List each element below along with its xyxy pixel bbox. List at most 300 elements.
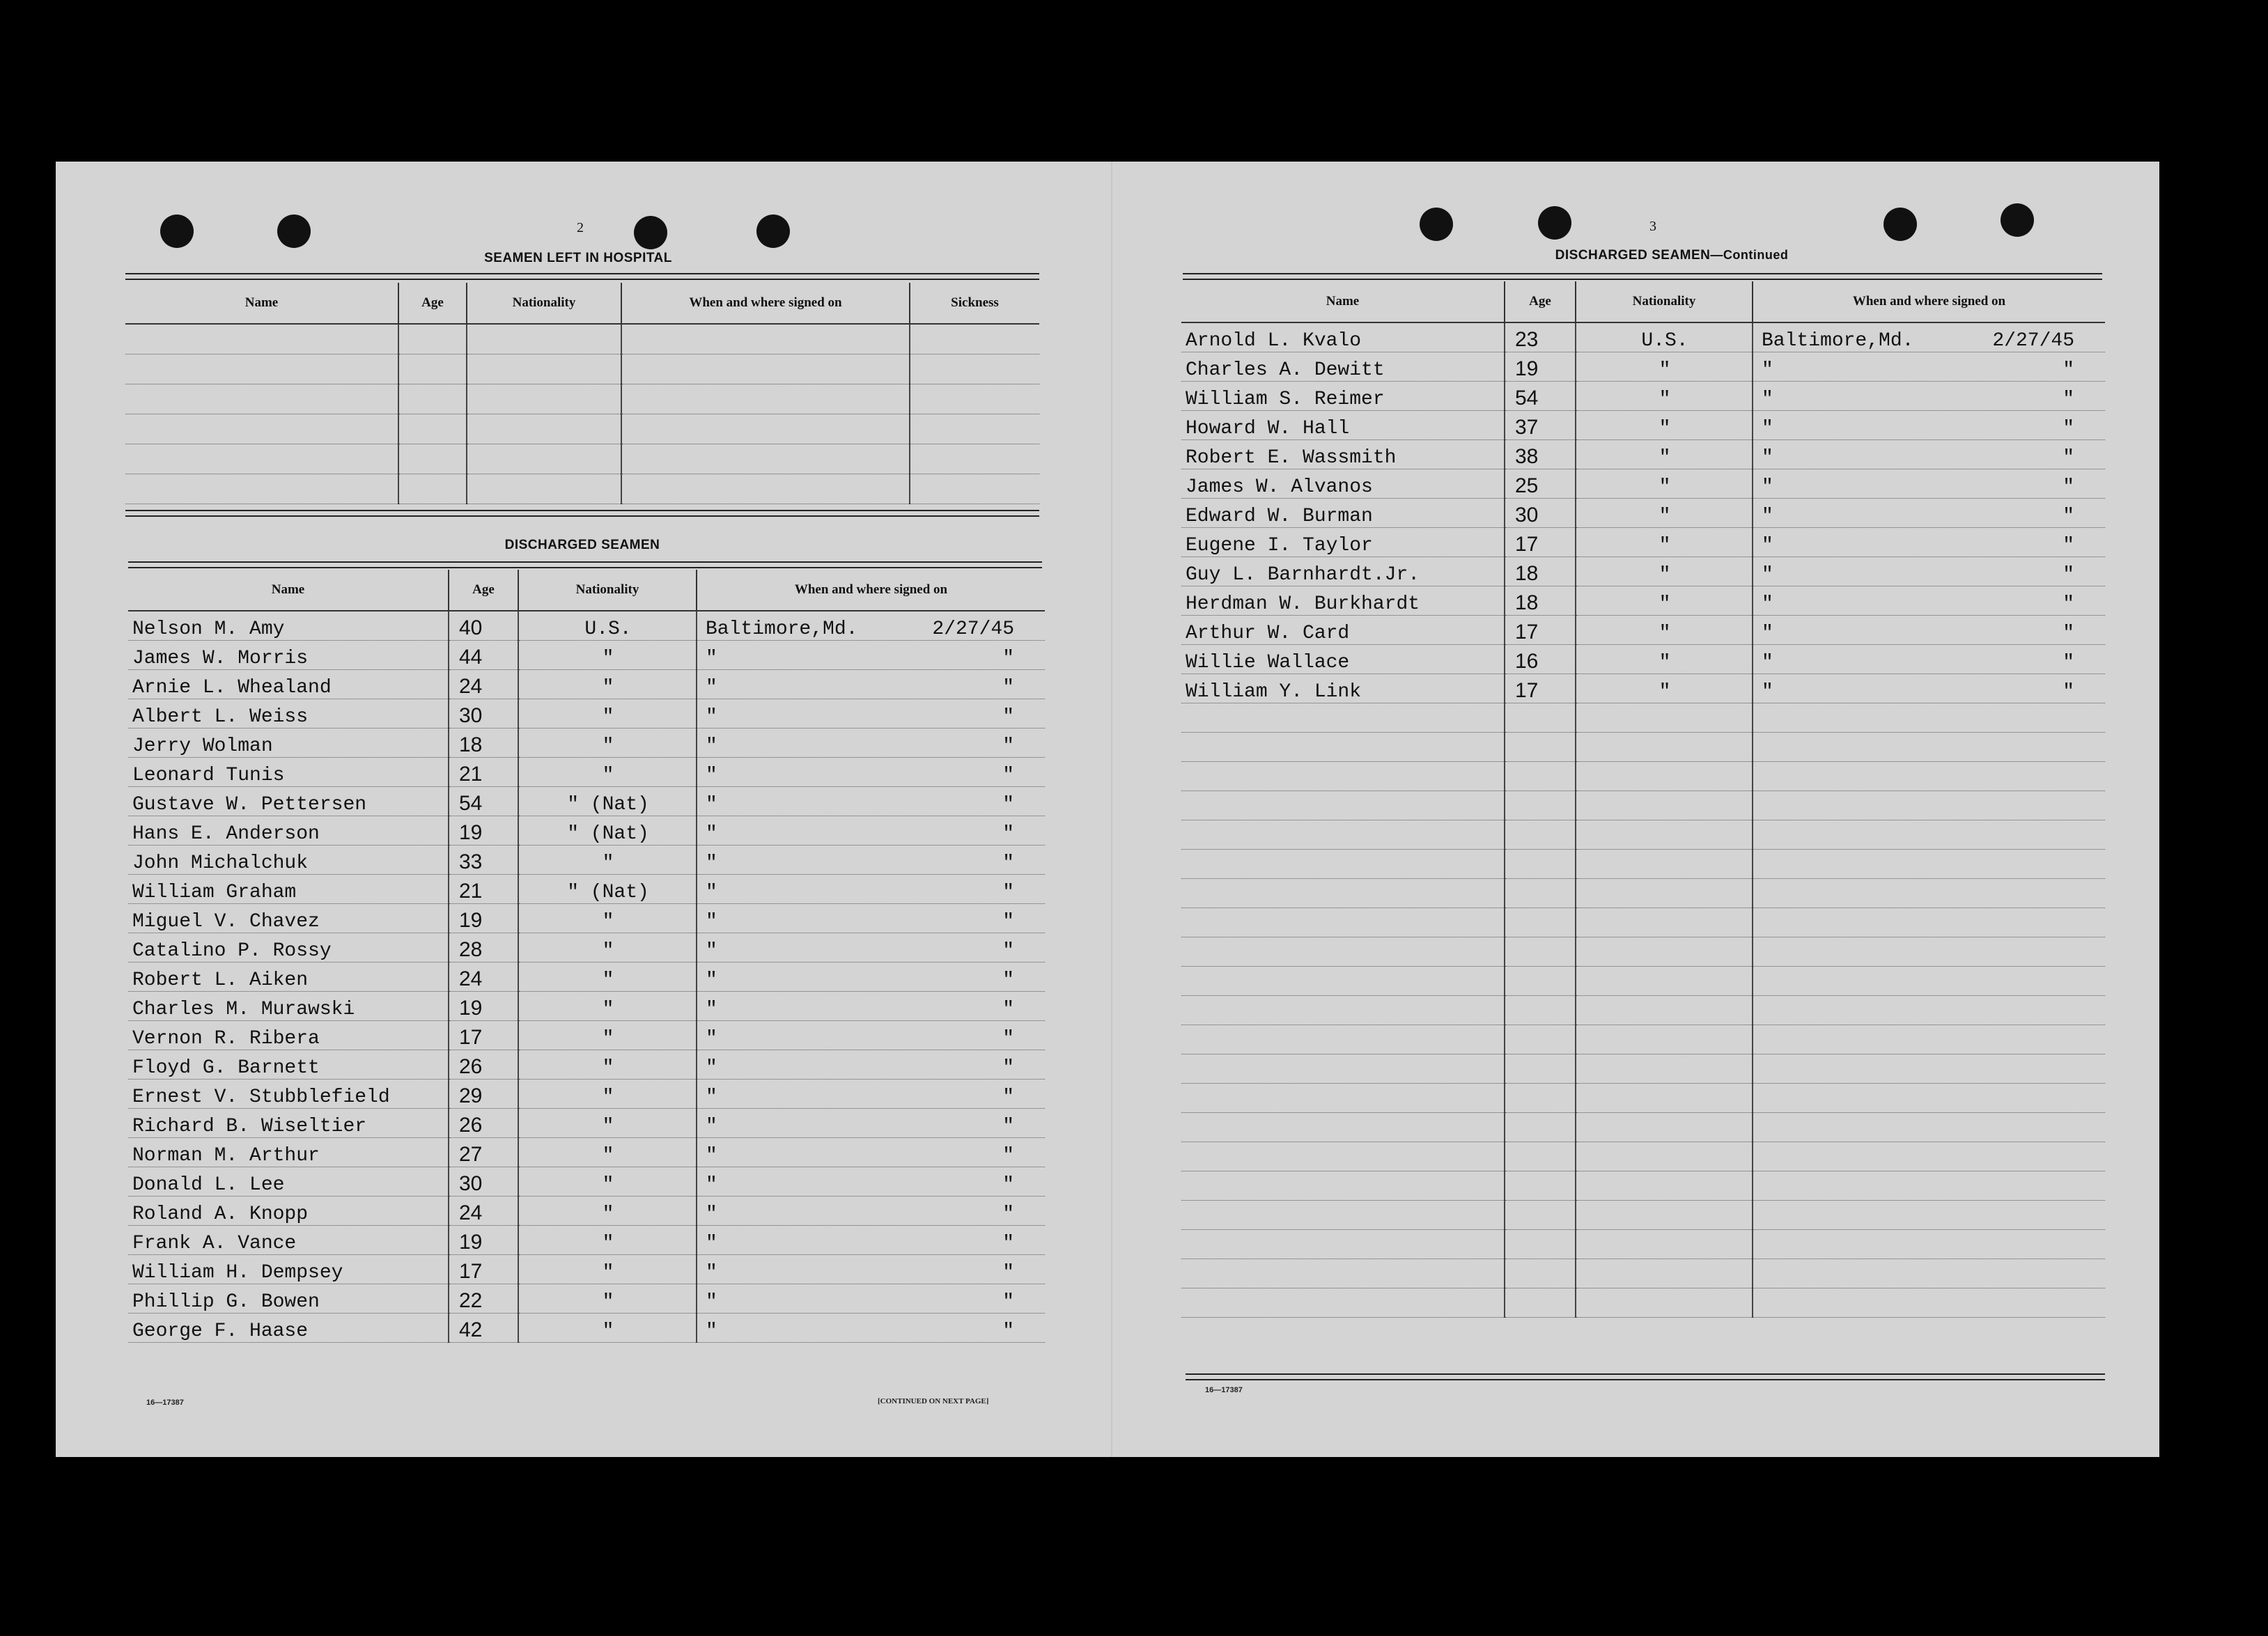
table-row (1181, 352, 2105, 382)
seaman-age: 38 (1505, 440, 1576, 469)
table-row (1181, 440, 2105, 469)
page-fold (1111, 162, 1112, 1457)
col-header-age: Age (398, 283, 467, 324)
seaman-age: 37 (1505, 411, 1576, 440)
signed-on (1753, 616, 2105, 645)
signed-on-place: " (1762, 564, 1773, 586)
signed-on-place: Baltimore,Md. (1762, 330, 1914, 352)
signed-on (697, 1138, 1045, 1167)
seaman-nationality: " (1576, 528, 1753, 557)
signed-on (697, 963, 1045, 992)
signed-on (697, 787, 1045, 816)
seaman-age: 21 (449, 758, 518, 787)
table-row (128, 670, 1045, 699)
seaman-age: 17 (449, 1255, 518, 1284)
seaman-age: 17 (1505, 616, 1576, 645)
signed-on (1753, 528, 2105, 557)
signed-on (1753, 586, 2105, 616)
table-row (1181, 674, 2105, 703)
seaman-name: Norman M. Arthur (128, 1138, 449, 1167)
table-row (1181, 322, 2105, 352)
blank-row (1181, 1113, 2105, 1142)
seaman-age: 25 (1505, 469, 1576, 499)
punch-hole (1538, 206, 1571, 240)
seaman-nationality: " (Nat) (518, 816, 697, 846)
blank-row (1181, 762, 2105, 791)
seaman-nationality: " (518, 1226, 697, 1255)
signed-on-place: " (706, 1203, 717, 1225)
col-header-name: Name (1181, 281, 1505, 322)
seaman-nationality: " (518, 846, 697, 875)
seaman-age: 30 (449, 1167, 518, 1197)
signed-on-place: " (706, 765, 717, 786)
table-row (128, 875, 1045, 904)
seaman-name: Vernon R. Ribera (128, 1021, 449, 1050)
punch-hole (1420, 208, 1453, 241)
signed-on-place: " (706, 969, 717, 991)
signed-on-date: " (2063, 418, 2074, 439)
seaman-name: Phillip G. Bowen (128, 1284, 449, 1314)
seaman-age: 54 (449, 787, 518, 816)
signed-on (697, 992, 1045, 1021)
seaman-name: Charles A. Dewitt (1181, 352, 1505, 382)
col-header-signed-on: When and where signed on (1753, 281, 2105, 322)
signed-on-date: " (1002, 735, 1014, 757)
seaman-age: 22 (449, 1284, 518, 1314)
double-rule (1183, 273, 2102, 280)
seaman-name: Edward W. Burman (1181, 499, 1505, 528)
page-number: 2 (577, 220, 584, 235)
signed-on-date: " (2063, 389, 2074, 410)
seaman-nationality: " (518, 1314, 697, 1343)
signed-on-place: " (1762, 506, 1773, 527)
document-sheet (56, 162, 2159, 1457)
table-row (128, 1021, 1045, 1050)
blank-row (1181, 937, 2105, 967)
seaman-age: 18 (1505, 557, 1576, 586)
table-row (128, 963, 1045, 992)
blank-row (1181, 850, 2105, 879)
seaman-age: 26 (449, 1109, 518, 1138)
title-continued: —Continued (1710, 248, 1789, 262)
col-header-nationality: Nationality (467, 283, 621, 324)
blank-row (125, 474, 1039, 504)
blank-row (125, 414, 1039, 444)
signed-on-place: " (706, 677, 717, 699)
seaman-name: Nelson M. Amy (128, 611, 449, 641)
signed-on-date: " (1002, 677, 1014, 699)
seaman-age: 18 (1505, 586, 1576, 616)
signed-on-place: " (1762, 681, 1773, 703)
seaman-nationality: " (1576, 469, 1753, 499)
signed-on-place: " (1762, 476, 1773, 498)
signed-on-date: " (1002, 765, 1014, 786)
seaman-name: William S. Reimer (1181, 382, 1505, 411)
seaman-nationality: U.S. (1576, 322, 1753, 352)
seaman-nationality: " (518, 933, 697, 963)
seaman-name: Frank A. Vance (128, 1226, 449, 1255)
signed-on-date: " (1002, 852, 1014, 874)
signed-on-date: " (1002, 1174, 1014, 1196)
col-header-signed-on: When and where signed on (697, 570, 1045, 611)
signed-on-date: " (1002, 1321, 1014, 1342)
signed-on-place: " (1762, 418, 1773, 439)
blank-row (1181, 791, 2105, 820)
signed-on-place: " (706, 794, 717, 816)
signed-on (697, 699, 1045, 729)
signed-on (1753, 469, 2105, 499)
discharged-continued-title (1184, 248, 2159, 263)
col-header-sickness: Sickness (910, 283, 1039, 324)
signed-on-date: " (1002, 823, 1014, 845)
signed-on-place: " (706, 1057, 717, 1079)
signed-on-place: " (1762, 623, 1773, 644)
signed-on (697, 875, 1045, 904)
signed-on-place: " (706, 1028, 717, 1050)
table-row (1181, 645, 2105, 674)
seaman-name: Arnold L. Kvalo (1181, 322, 1505, 352)
seaman-name: Albert L. Weiss (128, 699, 449, 729)
table-row (128, 904, 1045, 933)
table-row (128, 1314, 1045, 1343)
col-header-name: Name (125, 283, 398, 324)
seaman-name: Donald L. Lee (128, 1167, 449, 1197)
hospital-table (125, 283, 1039, 504)
seaman-age: 26 (449, 1050, 518, 1080)
signed-on-date: " (1002, 1116, 1014, 1137)
signed-on-date: " (1002, 648, 1014, 669)
seaman-age: 30 (449, 699, 518, 729)
seaman-nationality: " (518, 1197, 697, 1226)
signed-on-date: " (2063, 359, 2074, 381)
blank-row (125, 355, 1039, 384)
seaman-name: Richard B. Wiseltier (128, 1109, 449, 1138)
seaman-nationality: " (1576, 645, 1753, 674)
signed-on-date: " (1002, 882, 1014, 903)
table-row (128, 1080, 1045, 1109)
seaman-nationality: " (518, 670, 697, 699)
seaman-nationality: " (518, 699, 697, 729)
punch-hole (1883, 208, 1917, 241)
signed-on (697, 1109, 1045, 1138)
seaman-name: Miguel V. Chavez (128, 904, 449, 933)
seaman-nationality: " (518, 963, 697, 992)
signed-on (697, 1197, 1045, 1226)
seaman-name: Roland A. Knopp (128, 1197, 449, 1226)
page-number: 3 (1649, 219, 1656, 234)
seaman-age: 54 (1505, 382, 1576, 411)
signed-on (697, 1080, 1045, 1109)
signed-on-date: " (2063, 476, 2074, 498)
signed-on-place: " (706, 1086, 717, 1108)
seaman-age: 42 (449, 1314, 518, 1343)
seaman-nationality: " (518, 904, 697, 933)
seaman-nationality: " (518, 1080, 697, 1109)
table-row (128, 992, 1045, 1021)
signed-on-place: " (706, 1145, 717, 1167)
seaman-age: 29 (449, 1080, 518, 1109)
seaman-age: 16 (1505, 645, 1576, 674)
signed-on (697, 611, 1045, 641)
blank-row (1181, 1054, 2105, 1084)
signed-on-place: " (706, 1291, 717, 1313)
seaman-age: 19 (1505, 352, 1576, 382)
signed-on-place: " (706, 1321, 717, 1342)
form-number: 16—17387 (1205, 1386, 1243, 1394)
signed-on-place: " (706, 1233, 717, 1254)
punch-hole (2001, 203, 2034, 237)
punch-hole (160, 215, 194, 248)
blank-row (1181, 1025, 2105, 1054)
signed-on-date: " (2063, 623, 2074, 644)
table-row (1181, 557, 2105, 586)
table-row (128, 787, 1045, 816)
discharged-table-right (1181, 281, 2105, 1318)
table-row (128, 1050, 1045, 1080)
signed-on (1753, 499, 2105, 528)
seaman-age: 19 (449, 1226, 518, 1255)
seaman-nationality: " (1576, 616, 1753, 645)
seaman-nationality: " (1576, 586, 1753, 616)
signed-on-place: " (706, 648, 717, 669)
seaman-age: 44 (449, 641, 518, 670)
seaman-age: 17 (449, 1021, 518, 1050)
col-header-age: Age (1505, 281, 1576, 322)
seaman-name: Howard W. Hall (1181, 411, 1505, 440)
seaman-age: 19 (449, 904, 518, 933)
seaman-name: George F. Haase (128, 1314, 449, 1343)
signed-on-date: " (2063, 535, 2074, 556)
seaman-age: 18 (449, 729, 518, 758)
seaman-age: 19 (449, 816, 518, 846)
signed-on (1753, 411, 2105, 440)
seaman-name: Robert L. Aiken (128, 963, 449, 992)
signed-on (1753, 322, 2105, 352)
blank-row (1181, 820, 2105, 850)
table-row (128, 758, 1045, 787)
table-row (128, 611, 1045, 641)
seaman-name: Gustave W. Pettersen (128, 787, 449, 816)
signed-on-place: " (706, 999, 717, 1020)
seaman-age: 19 (449, 992, 518, 1021)
signed-on-date: 2/27/45 (1992, 330, 2074, 352)
signed-on (697, 670, 1045, 699)
seaman-age: 24 (449, 670, 518, 699)
seaman-age: 23 (1505, 322, 1576, 352)
signed-on-date: " (1002, 940, 1014, 962)
seaman-age: 17 (1505, 674, 1576, 703)
blank-row (1181, 1171, 2105, 1201)
double-rule (128, 561, 1042, 568)
signed-on-date: 2/27/45 (932, 618, 1014, 640)
seaman-nationality: " (Nat) (518, 787, 697, 816)
signed-on-date: " (1002, 1291, 1014, 1313)
signed-on-place: " (706, 735, 717, 757)
signed-on-place: " (1762, 652, 1773, 673)
seaman-nationality: " (518, 1138, 697, 1167)
blank-row (125, 324, 1039, 355)
signed-on-date: " (1002, 794, 1014, 816)
signed-on (697, 758, 1045, 787)
punch-hole (277, 215, 311, 248)
table-row (128, 729, 1045, 758)
seaman-age: 21 (449, 875, 518, 904)
title-main: DISCHARGED SEAMEN (1555, 248, 1711, 263)
blank-row (125, 444, 1039, 474)
seaman-name: James W. Alvanos (1181, 469, 1505, 499)
blank-row (1181, 908, 2105, 937)
seaman-name: Catalino P. Rossy (128, 933, 449, 963)
seaman-nationality: " (518, 1050, 697, 1080)
table-row (1181, 382, 2105, 411)
blank-row (1181, 1259, 2105, 1288)
signed-on-place: " (706, 1174, 717, 1196)
signed-on-date: " (1002, 706, 1014, 728)
signed-on (697, 641, 1045, 670)
punch-hole (634, 216, 667, 249)
seaman-nationality: " (518, 1109, 697, 1138)
seaman-nationality: " (518, 758, 697, 787)
seaman-name: William Y. Link (1181, 674, 1505, 703)
seaman-nationality: " (518, 1167, 697, 1197)
seaman-nationality: " (518, 992, 697, 1021)
signed-on (697, 904, 1045, 933)
blank-row (1181, 1288, 2105, 1318)
seaman-name: Guy L. Barnhardt.Jr. (1181, 557, 1505, 586)
signed-on-place: " (706, 823, 717, 845)
seaman-nationality: " (1576, 352, 1753, 382)
signed-on-place: " (706, 1116, 717, 1137)
seaman-age: 17 (1505, 528, 1576, 557)
table-row (128, 1109, 1045, 1138)
blank-row (1181, 1084, 2105, 1113)
table-row (128, 933, 1045, 963)
table-row (128, 699, 1045, 729)
signed-on (697, 1284, 1045, 1314)
signed-on-date: " (1002, 1262, 1014, 1284)
signed-on-date: " (2063, 681, 2074, 703)
seaman-name: Floyd G. Barnett (128, 1050, 449, 1080)
seaman-name: Eugene I. Taylor (1181, 528, 1505, 557)
seaman-name: William Graham (128, 875, 449, 904)
seaman-nationality: " (518, 1284, 697, 1314)
signed-on-place: " (706, 940, 717, 962)
seaman-nationality: " (1576, 382, 1753, 411)
discharged-table-left (128, 570, 1045, 1343)
blank-row (125, 384, 1039, 414)
continued-note: [CONTINUED ON NEXT PAGE] (878, 1397, 989, 1405)
blank-row (1181, 967, 2105, 996)
signed-on-date: " (1002, 1057, 1014, 1079)
signed-on-place: " (1762, 447, 1773, 469)
signed-on-place: " (706, 911, 717, 933)
signed-on-place: " (1762, 359, 1773, 381)
signed-on (1753, 440, 2105, 469)
seaman-nationality: " (1576, 674, 1753, 703)
signed-on-date: " (1002, 1086, 1014, 1108)
table-row (128, 1255, 1045, 1284)
signed-on (1753, 674, 2105, 703)
seaman-name: William H. Dempsey (128, 1255, 449, 1284)
blank-row (1181, 1230, 2105, 1259)
seaman-nationality: " (1576, 499, 1753, 528)
seaman-name: Arthur W. Card (1181, 616, 1505, 645)
signed-on (697, 1255, 1045, 1284)
seaman-name: John Michalchuk (128, 846, 449, 875)
seaman-age: 40 (449, 611, 518, 641)
signed-on-date: " (2063, 447, 2074, 469)
col-header-signed-on: When and where signed on (621, 283, 910, 324)
signed-on-place: Baltimore,Md. (706, 618, 858, 640)
signed-on (697, 933, 1045, 963)
seaman-nationality: U.S. (518, 611, 697, 641)
blank-row (1181, 1142, 2105, 1171)
seaman-name: Jerry Wolman (128, 729, 449, 758)
signed-on-place: " (706, 882, 717, 903)
table-row (1181, 586, 2105, 616)
seaman-nationality: " (518, 1255, 697, 1284)
seaman-name: Herdman W. Burkhardt (1181, 586, 1505, 616)
seaman-nationality: " (518, 641, 697, 670)
seaman-name: Charles M. Murawski (128, 992, 449, 1021)
signed-on (697, 816, 1045, 846)
blank-row (1181, 703, 2105, 733)
table-row (128, 1226, 1045, 1255)
signed-on-place: " (706, 1262, 717, 1284)
signed-on-date: " (1002, 1028, 1014, 1050)
signed-on-place: " (706, 852, 717, 874)
signed-on-place: " (1762, 535, 1773, 556)
signed-on (697, 1167, 1045, 1197)
col-header-nationality: Nationality (518, 570, 697, 611)
col-header-age: Age (449, 570, 518, 611)
signed-on-place: " (706, 706, 717, 728)
table-row (1181, 469, 2105, 499)
seaman-age: 30 (1505, 499, 1576, 528)
signed-on (1753, 352, 2105, 382)
signed-on-date: " (1002, 1203, 1014, 1225)
signed-on (1753, 645, 2105, 674)
seaman-name: Leonard Tunis (128, 758, 449, 787)
seaman-nationality: " (518, 1021, 697, 1050)
signed-on (697, 1021, 1045, 1050)
col-header-name: Name (128, 570, 449, 611)
table-row (128, 1197, 1045, 1226)
table-row (128, 846, 1045, 875)
blank-row (1181, 879, 2105, 908)
table-row (128, 816, 1045, 846)
blank-row (1181, 996, 2105, 1025)
seaman-name: Hans E. Anderson (128, 816, 449, 846)
table-row (128, 1284, 1045, 1314)
signed-on-date: " (2063, 593, 2074, 615)
seaman-name: Ernest V. Stubblefield (128, 1080, 449, 1109)
signed-on-date: " (1002, 911, 1014, 933)
seaman-nationality: " (1576, 440, 1753, 469)
table-row (128, 1138, 1045, 1167)
discharged-section-title: DISCHARGED SEAMEN (504, 538, 660, 552)
signed-on-date: " (2063, 564, 2074, 586)
signed-on (1753, 382, 2105, 411)
punch-hole (756, 215, 790, 248)
table-row (1181, 411, 2105, 440)
table-row (1181, 499, 2105, 528)
signed-on (697, 1226, 1045, 1255)
col-header-nationality: Nationality (1576, 281, 1753, 322)
signed-on-date: " (2063, 652, 2074, 673)
hospital-section-title: SEAMEN LEFT IN HOSPITAL (484, 251, 672, 265)
signed-on-place: " (1762, 593, 1773, 615)
